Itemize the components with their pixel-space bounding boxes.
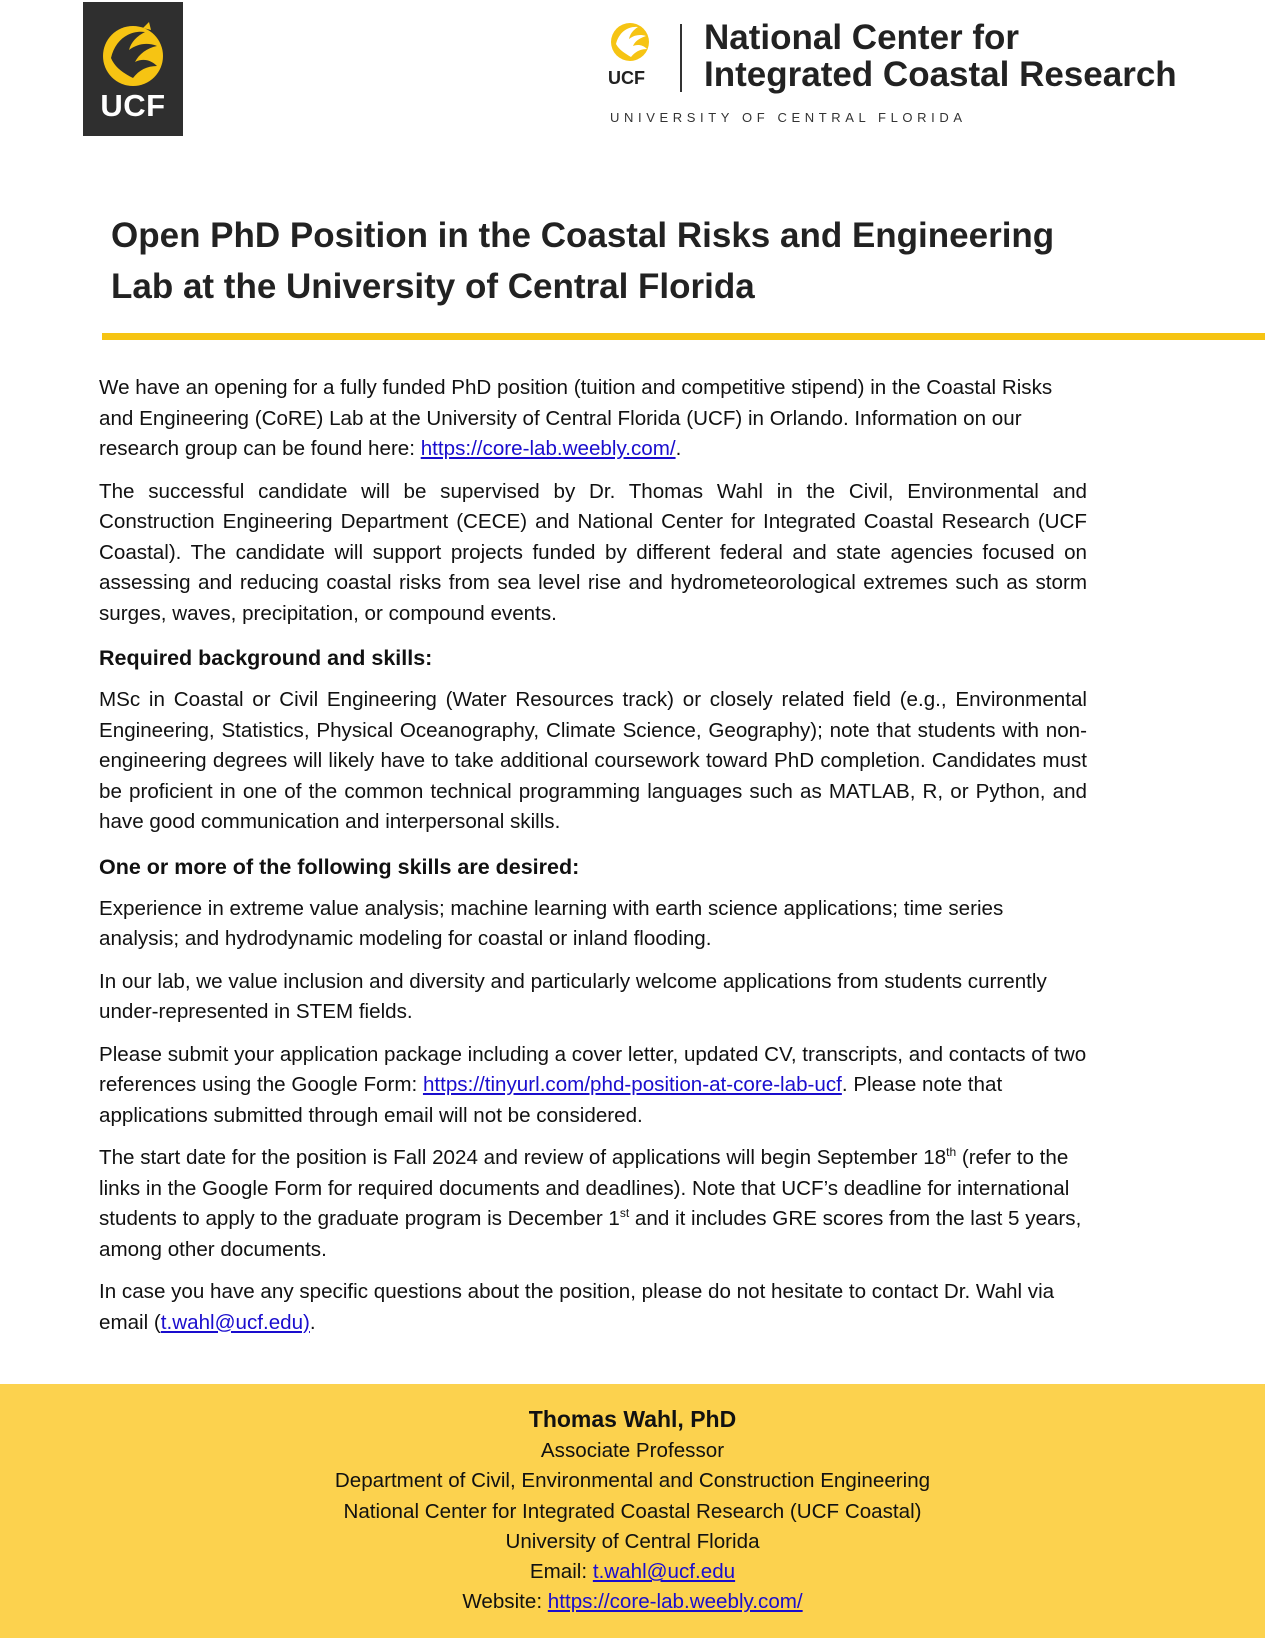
dates-paragraph <box>99 1143 1087 1265</box>
email-label: Email: <box>529 1560 593 1584</box>
intro-text: We have an opening for a fully funded PhD position (tuition and competitive stipend) in the Coastal Risks and Engineering (CoRE) Lab at the University of Central Florida (UCF) in Orlando. Information on our research group can be found here: <box>99 376 1053 460</box>
desired-paragraph: Experience in extreme value analysis; machine learning with earth science applications; time series analysis; and hydrodynamic modeling for coastal or inland flooding. <box>99 896 1004 950</box>
website-label: Website: <box>462 1590 548 1614</box>
coastal-center-logo <box>608 18 1248 128</box>
required-paragraph: MSc in Coastal or Civil Engineering (Water Resources track) or closely related field (e.g., Environmental Engineering, Statistics, Physical Oceanography, Climate Science, Geography); note that students with non-engineering degrees will likely have to take additional coursework toward PhD completion. Candidates must be proficient in one of the common technical programming languages such as MATLAB, R, or Python, and have good communication and interpersonal skills. <box>99 688 1087 833</box>
contact-end: . <box>309 1310 316 1334</box>
signature-website-line <box>0 1587 1265 1617</box>
diversity-paragraph: In our lab, we value inclusion and diversity and particularly welcome applications from students currently under-represented in STEM fields. <box>99 969 1047 1023</box>
contact-email-link[interactable]: t.wahl@ucf.edu) <box>160 1310 310 1334</box>
signature-center: National Center for Integrated Coastal Research (UCF Coastal) <box>343 1499 922 1523</box>
signature-email-line <box>0 1557 1265 1587</box>
apply-text: Please submit your application package including a cover letter, updated CV, transcripts, and contacts of two references using the Google Form: <box>99 1042 1087 1096</box>
dates-part1: The start date for the position is Fall 2024 and review of applications will begin September 18 <box>99 1146 947 1169</box>
signature-website-link[interactable]: https://core-lab.weebly.com/ <box>547 1590 803 1614</box>
intro-paragraph <box>99 373 1087 465</box>
center-name-line2: Integrated Coastal Research <box>704 55 1177 94</box>
logo-divider <box>680 24 682 92</box>
dates-sup1: th <box>946 1145 957 1160</box>
signature-name: Thomas Wahl, PhD <box>528 1406 737 1432</box>
apply-paragraph <box>99 1040 1087 1132</box>
signature-university: University of Central Florida <box>505 1529 760 1553</box>
page-title: Open PhD Position in the Coastal Risks and Engineering Lab at the University of Central Florida <box>111 216 1055 306</box>
required-heading: Required background and skills: <box>99 646 433 670</box>
google-form-link[interactable]: https://tinyurl.com/phd-position-at-core-lab-ucf <box>422 1073 842 1096</box>
ucf-logo-box <box>83 2 183 136</box>
ucf-small-text: UCF <box>608 68 645 88</box>
signature-role: Associate Professor <box>540 1439 725 1462</box>
signature-department: Department of Civil, Environmental and Construction Engineering <box>334 1469 931 1493</box>
contact-paragraph <box>99 1277 1087 1338</box>
dates-part3: and it includes GRE scores from the last 5 years, among other documents. <box>99 1207 1082 1261</box>
intro-end: . <box>675 437 682 460</box>
signature-email-link[interactable]: t.wahl@ucf.edu <box>592 1560 736 1584</box>
dates-sup2: st <box>619 1206 630 1221</box>
university-wordmark: UNIVERSITY OF CENTRAL FLORIDA <box>610 110 967 125</box>
dates-part2: (refer to the links in the Google Form for required documents and deadlines). Note that UCF’s deadline for international students to apply to the graduate program is December 1 <box>99 1146 1070 1230</box>
contact-text: In case you have any specific questions about the position, please do not hesitate to contact Dr. Wahl via email ( <box>99 1280 1055 1334</box>
signature-block <box>0 1402 1265 1618</box>
center-name-line1: National Center for <box>704 18 1020 57</box>
signature-footer <box>0 1384 1265 1638</box>
pegasus-small-icon <box>608 18 654 64</box>
pegasus-logo-icon <box>97 18 169 90</box>
desired-heading: One or more of the following skills are desired: <box>99 854 580 879</box>
title-divider <box>102 333 1265 340</box>
supervision-paragraph: The successful candidate will be supervised by Dr. Thomas Wahl in the Civil, Environmental and Construction Engineering Department (CECE) and National Center for Integrated Coastal Research (UCF Coastal). The candidate will support projects funded by different federal and state agencies focused on assessing and reducing coastal risks from sea level rise and hydrometeorological extremes such as storm surges, waves, precipitation, or compound events. <box>99 479 1087 625</box>
announcement-body <box>99 373 1087 1350</box>
lab-website-link[interactable]: https://core-lab.weebly.com/ <box>420 437 676 460</box>
apply-end: . Please note that applications submitted through email will not be considered. <box>99 1073 1003 1127</box>
ucf-box-text: UCF <box>100 88 166 123</box>
